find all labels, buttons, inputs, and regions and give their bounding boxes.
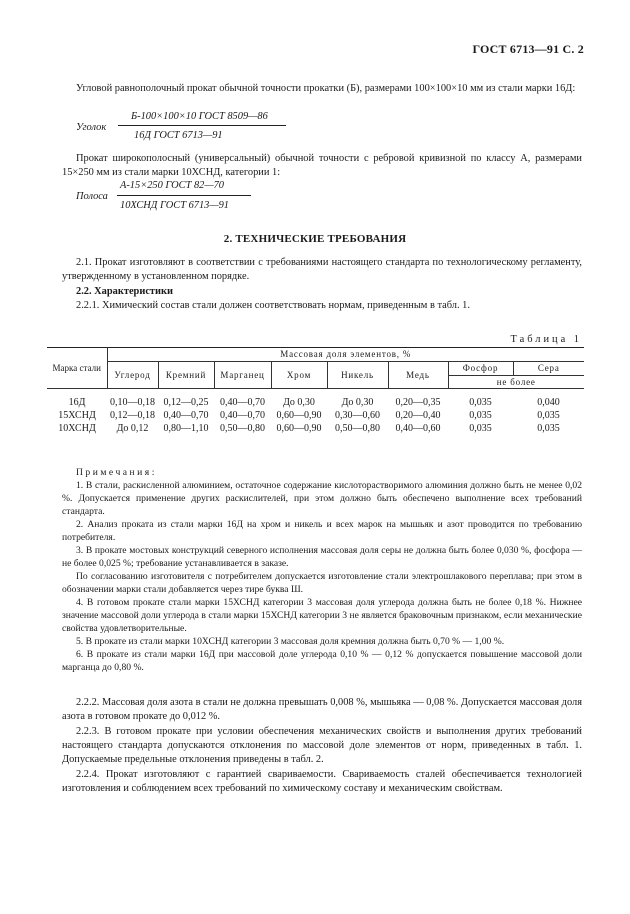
col-header-manganese: Марганец: [214, 362, 271, 389]
col-header-chromium: Хром: [271, 362, 327, 389]
note-item: 4. В готовом прокате стали марки 15ХСНД категории 3 массовая доля углерода должна быть не более 0,18 %. Нижнее значение массовой доли углерода в стали марки 15ХСНД категории 3 не является браковочным признаком, если механические свойства удовлетворительные.: [62, 597, 582, 634]
formula-ugolok-denominator: 16Д ГОСТ 6713—91: [134, 130, 223, 141]
note-item: 6. В прокате из стали марки 16Д при массовой доле углерода 0,10 % — 0,12 % допускается повышение массовой доли марганца до 0,80 %.: [62, 649, 582, 673]
formula-ugolok-label: Уголок: [76, 122, 107, 133]
formula-polosa-denominator: 10ХСНД ГОСТ 6713—91: [120, 200, 229, 211]
col-header-sulfur: Сера: [513, 362, 584, 376]
table-cell: 0,20—0,40: [395, 410, 441, 421]
paragraph-2-2-2: 2.2.2. Массовая доля азота в стали не должна превышать 0,008 %, мышьяка — 0,08 %. Допускается массовая доля азота в готовом прокате до 0,012 %.: [62, 697, 582, 722]
table-cell: 0,40—0,70: [163, 410, 209, 421]
table-row: [47, 422, 584, 435]
note-item: По согласованию изготовителя с потребителем допускается изготовление стали электрошлакового переплава; при этом в обозначении марки стали добавляется через тире буква Ш.: [62, 571, 582, 595]
paragraph-strip-example: Прокат широкополосный (универсальный) обычной точности с ребровой кривизной по классу А, размерами 15×250 мм из стали марки 10ХСНД, категории 1:: [62, 153, 582, 178]
paragraph-2-2-3: 2.2.3. В готовом прокате при условии обеспечения механических свойств и выполнения других требований настоящего стандарта допускаются отклонения по массовой доле элементов от норм, приведенных в табл. 1. Допускаемые предельные отклонения приведены в табл. 2.: [62, 726, 582, 765]
notes-block: [62, 466, 582, 674]
col-header-max: не более: [448, 376, 584, 389]
table-cell: 0,40—0,70: [220, 410, 265, 421]
note-item: 2. Анализ проката из стали марки 16Д на хром и никель и всех марок на мышьяк и азот проводится по требованию потребителя.: [62, 519, 582, 543]
notes-title: Примечания:: [76, 467, 157, 478]
table-cell: 0,035: [469, 397, 492, 408]
note-item: 5. В прокате из стали марки 10ХСНД категории 3 массовая доля кремния должна быть 0,70 % — 1,00 %.: [76, 636, 505, 647]
group-header: Массовая доля элементов, %: [107, 348, 584, 362]
col-header-grade: Марка стали: [47, 348, 107, 389]
paragraph-2-2: 2.2. Характеристики: [76, 286, 174, 297]
table-cell: 0,50—0,80: [220, 423, 265, 434]
formula-ugolok-line: [118, 125, 286, 126]
section-title: 2. ТЕХНИЧЕСКИЕ ТРЕБОВАНИЯ: [223, 233, 407, 245]
table-cell: 0,60—0,90: [276, 410, 322, 421]
col-header-nickel: Никель: [327, 362, 388, 389]
table-cell: 0,60—0,90: [276, 423, 322, 434]
table-cell: 0,30—0,60: [335, 410, 380, 421]
chemical-composition-table: [47, 347, 584, 435]
table-row: [47, 389, 584, 410]
table-cell: 0,035: [469, 423, 492, 434]
col-header-carbon: Углерод: [107, 362, 158, 389]
paragraph-2-2-1: 2.2.1. Химический состав стали должен соответствовать нормам, приведенным в табл. 1.: [76, 300, 470, 311]
table-cell: 0,10—0,18: [110, 397, 155, 408]
table-cell: 0,035: [537, 410, 560, 421]
paragraph-2-2-4: 2.2.4. Прокат изготовляют с гарантией свариваемости. Свариваемость сталей обеспечивается технологией изготовления и соблюдением всех требований по химическому составу и механическим свойствам.: [62, 769, 582, 794]
table-cell: 0,035: [469, 410, 492, 421]
col-header-silicon: Кремний: [158, 362, 214, 389]
paragraph-2-1: 2.1. Прокат изготовляют в соответствии с требованиями настоящего стандарта по технологическому регламенту, утвержденному в установленном порядке.: [62, 257, 582, 282]
col-header-copper: Медь: [388, 362, 448, 389]
table-cell: 0,50—0,80: [335, 423, 380, 434]
note-item: 3. В прокате мостовых конструкций северного исполнения массовая доля серы не должна быть более 0,030 %, фосфора — не более 0,025 %; требование устанавливается в заказе.: [62, 545, 582, 569]
formula-polosa-label: Полоса: [76, 191, 108, 202]
table-cell: 0,40—0,60: [395, 423, 441, 434]
table-cell: 0,40—0,70: [220, 397, 265, 408]
formula-polosa-line: [117, 195, 251, 196]
col-header-phosphorus: Фосфор: [448, 362, 513, 376]
table-cell: 0,20—0,35: [395, 397, 441, 408]
formula-polosa-numerator: А-15×250 ГОСТ 82—70: [120, 180, 224, 191]
table-cell: 10ХСНД: [58, 423, 96, 434]
note-item: 1. В стали, раскисленной алюминием, остаточное содержание кислоторастворимого алюминия должно быть не менее 0,02 %. Допускается применение других раскислителей, при этом должно быть обеспечено выполнение всех требований стандарта.: [62, 480, 582, 517]
table-cell: 0,12—0,18: [110, 410, 155, 421]
table-cell: 0,12—0,25: [163, 397, 209, 408]
table-cell: До 0,12: [116, 423, 149, 434]
table-cell: 0,040: [537, 397, 560, 408]
table-cell: 16Д: [68, 397, 86, 408]
table-cell: До 0,30: [283, 397, 315, 408]
page-header: ГОСТ 6713—91 С. 2: [472, 42, 584, 56]
table-caption: Таблица 1: [510, 334, 582, 345]
table-cell: До 0,30: [341, 397, 374, 408]
table-cell: 0,80—1,10: [163, 423, 209, 434]
table-cell: 0,035: [537, 423, 560, 434]
table-cell: 15ХСНД: [58, 410, 96, 421]
table-row: [47, 409, 584, 422]
paragraph-angle-example: Угловой равнополочный прокат обычной точности прокатки (Б), размерами 100×100×10 мм из стали марки 16Д:: [76, 83, 576, 94]
formula-ugolok-numerator: Б-100×100×10 ГОСТ 8509—86: [131, 111, 268, 122]
